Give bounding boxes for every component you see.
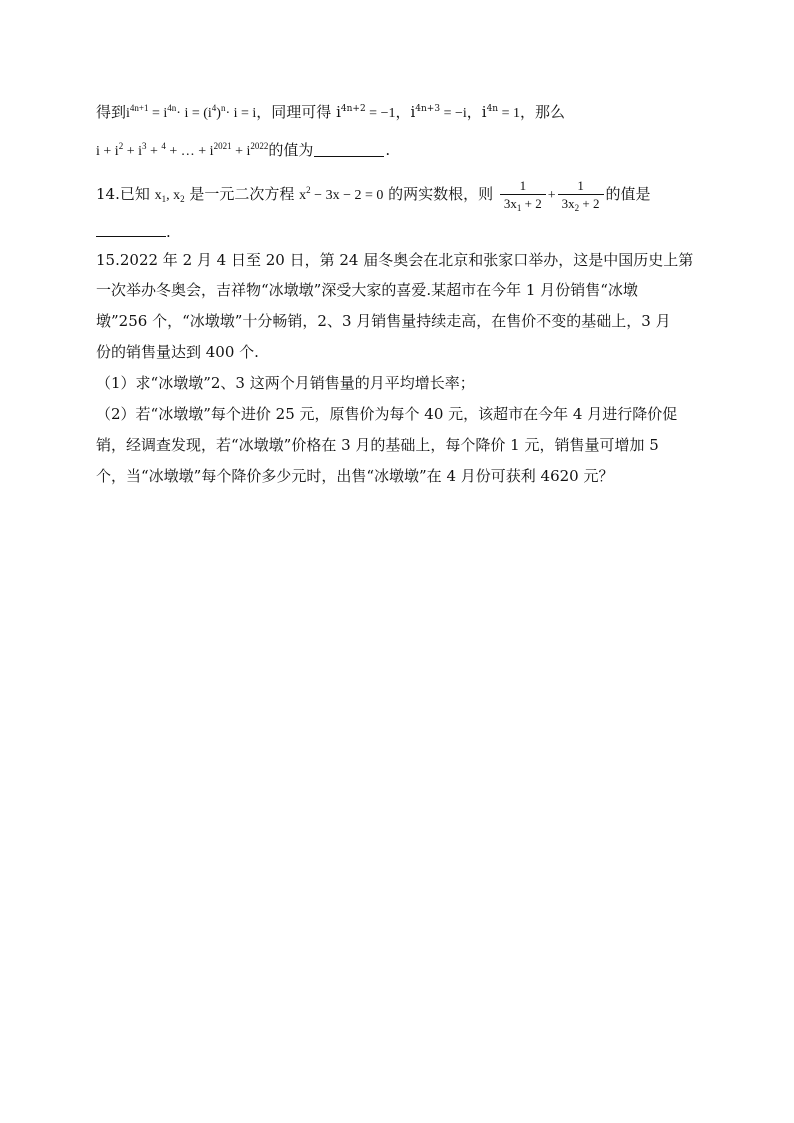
- q13-line-1: 得到$i^{4n+1} = i^{4n}\cdot i = (i^4)^n\cdot i = i$，同理可得 $i^{4n+2} = -1$，$i^{4n+3} = -i$，$i^{4n} = 1$，那么: [96, 103, 566, 121]
- q13-prefix: 得到: [96, 103, 127, 121]
- q15-part-2-line-2: 销，经调查发现，若“冰墩墩”价格在 3 月的基础上，每个降价 1 元，销售量可增加 5: [96, 436, 659, 454]
- q15-line-3: 墩”256 个，“冰墩墩”十分畅销，2、3 月销售量持续走高，在售价不变的基础上，3 月: [96, 312, 671, 330]
- answer-blank-q13: [314, 141, 384, 157]
- fraction-1: $\frac{1}{3x_1 + 2}$: [500, 178, 546, 213]
- q14-line: 14.已知 $x_1$, $x_2$ 是一元二次方程 $x^2 - 3x - 2 = 0$ 的两实数根，则 $\frac{1}{3x_1 + 2}$ + $\frac{1}{3x_2 + 2}$ 的值是: [96, 177, 651, 213]
- q15-line-2: 一次举办冬奥会，吉祥物“冰墩墩”深受大家的喜爱.某超市在今年 1 月份销售“冰墩: [96, 281, 638, 299]
- q13-expr: $i^{4n+1} = i^{4n}\cdot i = (i^4)^n\cdot i = i$: [126, 103, 257, 121]
- q13-sum-expr: $i + i^2 + i^3 + ^4$ + … + $i^{2021} + i^{2022}$: [96, 141, 269, 159]
- answer-blank-q14: [96, 226, 166, 237]
- q15-part-1: （1）求“冰墩墩”2、3 这两个月销售量的月平均增长率；: [96, 374, 475, 392]
- q14-answer-line: .: [96, 220, 706, 244]
- q15-line-1: 15.2022 年 2 月 4 日至 20 日，第 24 届冬奥会在北京和张家口举办，这是中国历史上第: [96, 251, 694, 269]
- fraction-2: $\frac{1}{3x_2 + 2}$: [558, 178, 604, 213]
- q15-part-2-line-3: 个，当“冰墩墩”每个降价多少元时，出售“冰墩墩”在 4 月份可获利 4620 元？: [96, 467, 614, 485]
- q13-line-2: $i + i^2 + i^3 + ^4$ + … + $i^{2021} + i^{2022}$的值为 .: [96, 141, 391, 159]
- q15-part-2-line-1: （2）若“冰墩墩”每个进价 25 元，原售价为每个 40 元，该超市在今年 4 月进行降价促: [96, 405, 678, 423]
- q15-line-4: 份的销售量达到 400 个.: [96, 343, 259, 361]
